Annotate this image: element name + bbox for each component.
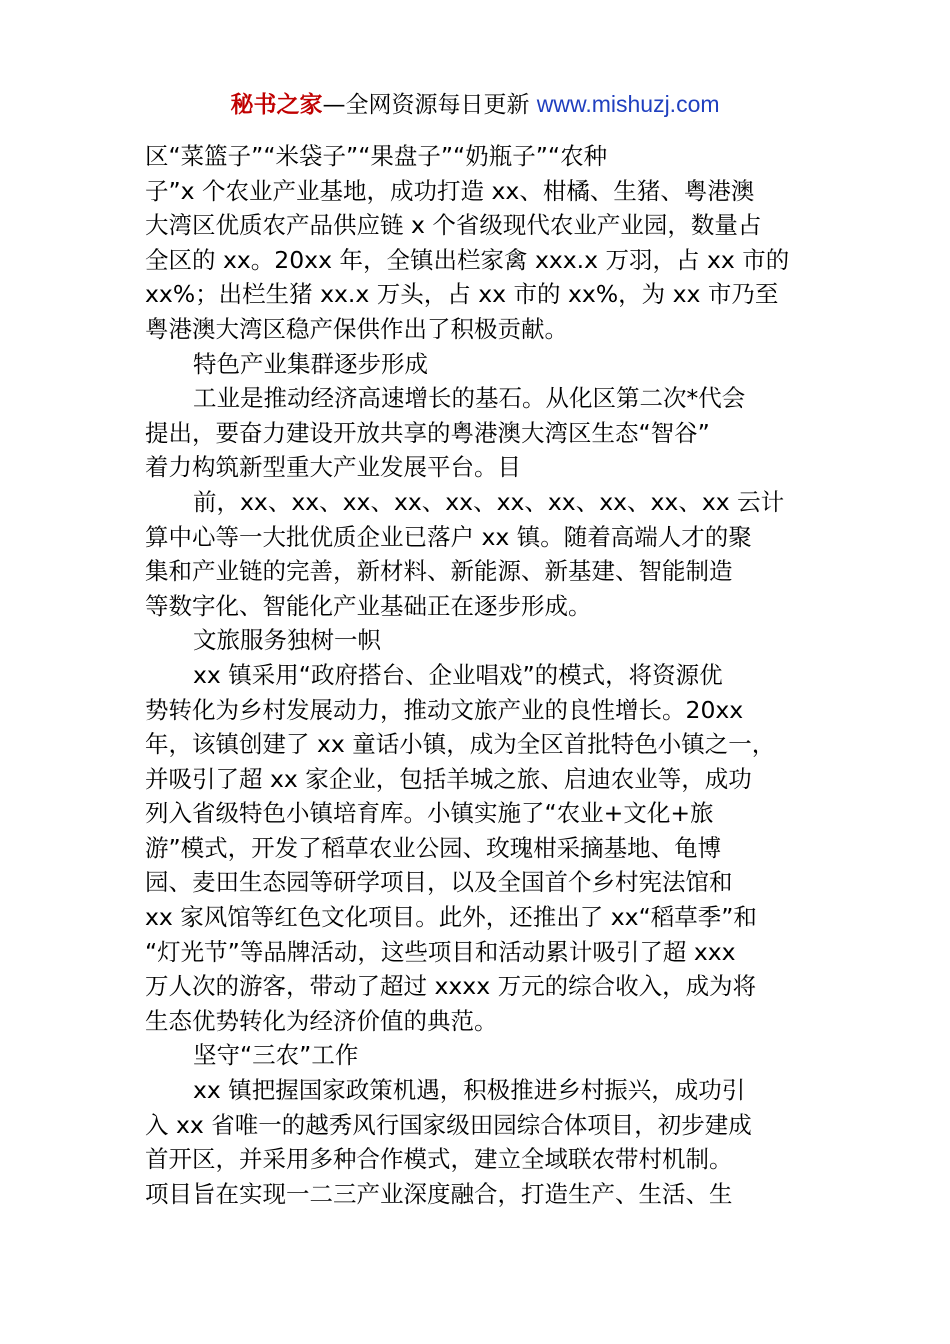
- text-line: 园、麦田生态园等研学项目，以及全国首个乡村宪法馆和: [145, 868, 733, 897]
- text-line: 集和产业链的完善，新材料、新能源、新基建、智能制造: [145, 557, 733, 586]
- text-line: 生态优势转化为经济价值的典范。: [145, 1006, 498, 1035]
- text-line: xx 镇采用“政府搭台、企业唱戏”的模式，将资源优: [193, 660, 723, 689]
- text-line: 首开区，并采用多种合作模式，建立全域联农带村机制。: [145, 1145, 733, 1174]
- site-url-link[interactable]: www.mishuzj.com: [536, 91, 720, 117]
- text-line: 游”模式，开发了稻草农业公园、玫瑰柑采摘基地、龟博: [145, 833, 722, 862]
- text-line: 大湾区优质农产品供应链 x 个省级现代农业产业园，数量占: [145, 211, 762, 240]
- site-brand: 秘书之家: [230, 92, 323, 118]
- text-line: 前，xx、xx、xx、xx、xx、xx、xx、xx、xx、xx 云计: [193, 487, 785, 516]
- text-line: 提出，要奋力建设开放共享的粤港澳大湾区生态“智谷”: [145, 418, 710, 447]
- text-line: 文旅服务独树一帜: [193, 626, 381, 655]
- text-line: 列入省级特色小镇培育库。小镇实施了“农业+文化+旅: [145, 799, 714, 828]
- text-line: 区“菜篮子”“米袋子”“果盘子”“奶瓶子”“农种: [145, 142, 608, 170]
- text-line: xx%；出栏生猪 xx.x 万头，占 xx 市的 xx%，为 xx 市乃至: [145, 280, 779, 309]
- site-header: [0, 88, 950, 121]
- text-line: 入 xx 省唯一的越秀风行国家级田园综合体项目，初步建成: [145, 1110, 752, 1139]
- site-tagline: —全网资源每日更新: [322, 92, 537, 118]
- text-line: xx 家风馆等红色文化项目。此外，还推出了 xx“稻草季”和: [145, 903, 757, 932]
- text-line: 等数字化、智能化产业基础正在逐步形成。: [145, 591, 592, 620]
- text-line: 工业是推动经济高速增长的基石。从化区第二次*代会: [193, 384, 746, 413]
- text-line: 并吸引了超 xx 家企业，包括羊城之旅、启迪农业等，成功: [145, 764, 752, 793]
- text-line: “灯光节”等品牌活动，这些项目和活动累计吸引了超 xxx: [145, 937, 736, 966]
- text-line: 着力构筑新型重大产业发展平台。目: [145, 453, 521, 482]
- text-line: 坚守“三农”工作: [193, 1041, 359, 1070]
- text-line: 年，该镇创建了 xx 童话小镇，成为全区首批特色小镇之一，: [145, 730, 776, 759]
- text-line: xx 镇把握国家政策机遇，积极推进乡村振兴，成功引: [193, 1076, 746, 1105]
- text-line: 万人次的游客，带动了超过 xxxx 万元的综合收入，成为将: [145, 972, 757, 1001]
- text-line: 特色产业集群逐步形成: [193, 349, 428, 378]
- text-line: 粤港澳大湾区稳产保供作出了积极贡献。: [145, 314, 568, 343]
- text-line: 项目旨在实现一二三产业深度融合，打造生产、生活、生: [145, 1179, 733, 1208]
- text-line: 势转化为乡村发展动力，推动文旅产业的良性增长。20xx: [145, 695, 744, 724]
- text-line: 全区的 xx。20xx 年，全镇出栏家禽 xxx.x 万羽，占 xx 市的: [145, 245, 790, 274]
- text-line: 子”x 个农业产业基地，成功打造 xx、柑橘、生猪、粤港澳: [145, 176, 755, 205]
- document-body: [145, 139, 810, 1211]
- text-line: 算中心等一大批优质企业已落户 xx 镇。随着高端人才的聚: [145, 522, 752, 551]
